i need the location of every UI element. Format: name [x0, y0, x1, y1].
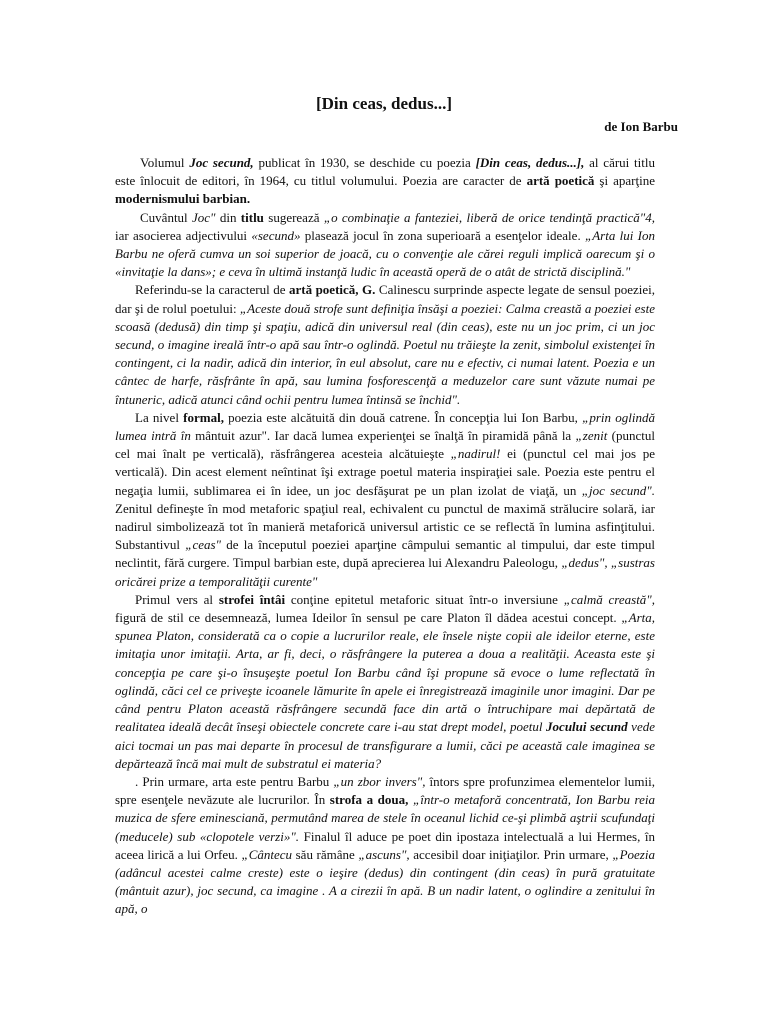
- text-run: Finalul îl aduce pe poet din ipostaza intelectuală a lui Hermes, în aceea lirică a lui Orfeu.: [115, 828, 656, 862]
- text-run: mântuit azur". Iar dacă lumea experienţei se înalţă în piramidă până la: [190, 428, 576, 444]
- text-run: Volumul: [140, 155, 190, 170]
- text-run: de la începutul poeziei aparţine câmpului semantic al timpului, dar este timpul neclintit, fără curgere. Timpul barbian este, după aprecierea lui Alexandru Paleologu,: [115, 537, 655, 571]
- text-run: figură de stil ce desemnează, lumea Ideilor în sensul pe care Platon îl dădea acestui concept.: [115, 610, 622, 626]
- bold-italic-text: Joc secund,: [189, 155, 254, 170]
- italic-quote: „prin oglindă lumea intră în: [115, 409, 655, 444]
- text-run: publicat în 1930, se deschide cu poezia: [253, 155, 476, 170]
- text-run: Cuvântul: [140, 209, 192, 225]
- text-run: întors spre profunzimea elementelor lumii, spre esenţele nevăzute ale lucrurilor. În: [115, 773, 656, 808]
- italic-quote: „joc secund".: [581, 482, 655, 498]
- bold-text: G.: [362, 282, 376, 298]
- text-run: Referindu-se la caracterul de: [135, 282, 289, 298]
- text-run: iar asocierea adjectivului: [115, 227, 252, 243]
- paragraph: [115, 209, 655, 282]
- text-run: şi aparţine: [594, 173, 655, 189]
- italic-quote: „o combinaţie a fanteziei, liberă de orice tendinţă practică"4,: [323, 209, 655, 225]
- italic-quote: „Arta, spunea Platon, considerată ca o copie a lucrurilor reale, ele însele nişte copii ale ideilor eterne, este imitaţia unor imitaţii. Arta, ar fi, deci, o răsfrângere la puterea a doua a realităţii. Aceasta este şi concepţia pe care şi-o însuşeşte poetul Ion Barbu când îşi propune să evoce o lume reflectată în oglindă, căci cel ce priveşte icoanele lămurite în apele ei înregistrează imaginile unor imagini. Dar pe când pentru Platon această răsfrângere secundă face din artă o întruchipare mai depărtată de realitatea ideală decât înseşi obiectele concrete care i-au stat drept model, poetul: [115, 610, 655, 735]
- document-body: [115, 154, 655, 919]
- text-run: ei (punctul cel mai jos pe verticală). Din acest element neîntinat îşi extrage poetul materia inspiraţiei sale. Poezia este pentru el negaţia lumii, sublimarea ei în idee, un joc desfăşurat pe un plan izolat de viaţă, un: [115, 446, 655, 498]
- italic-quote: „zenit: [575, 428, 608, 444]
- italic-quote: „nadirul!: [450, 446, 501, 462]
- text-run: său rămâne: [292, 846, 359, 862]
- italic-quote: „dedus", „sustras oricărei prize a temporalităţii curente": [115, 555, 655, 589]
- italic-quote: „un zbor invers",: [333, 773, 426, 789]
- paragraph: [115, 281, 655, 408]
- bold-text: strofei întâi: [218, 591, 286, 607]
- text-run: din: [215, 209, 241, 225]
- text-run: sugerează: [263, 209, 324, 225]
- italic-quote: „ascuns",: [358, 846, 410, 862]
- text-run: Calinescu surprinde aspecte legate de sensul poeziei, dar şi de rolul poetului:: [115, 282, 656, 316]
- text-run: Zenitul defineşte în mod metaforic spaţiul real, echivalent cu punctul de maximă strălucire solară, iar nadirul simbolizează tot în manieră metaforică universul artistic ce se reflectă în lumina asfinţitului. Substantivul: [115, 500, 655, 553]
- text-run: La nivel: [135, 409, 184, 425]
- text-run: al cărui titlu este înlocuit de editori, în 1964, cu titlul volumului. Poezia are caracter de: [115, 155, 655, 189]
- italic-quote: vede aici tocmai un pas mai departe în procesul de transfigurare a lumii, căci pe această cale imaginea se depărtează încă mai mult de substratul ei materia?: [115, 719, 655, 771]
- bold-text: titlu: [240, 209, 264, 225]
- bold-text: strofa a doua,: [329, 792, 409, 808]
- text-run: (punctul cel mai înalt pe verticală), răsfrângerea acesteia alcătuieşte: [115, 428, 655, 462]
- paragraph: [115, 154, 655, 209]
- italic-quote: „într-o metaforă concentrată, Ion Barbu reia muzica de sfere eminesciană, permutând marea de stele în oceanul lichid ce-şi plimbă aştrii scufundaţi (meducele) sub «clopotele verzi»".: [115, 792, 656, 844]
- bold-italic-text: [Din ceas, dedus...],: [475, 155, 585, 170]
- paragraph: [115, 773, 655, 919]
- paragraph: [115, 591, 655, 773]
- text-run: Primul vers al: [135, 591, 219, 607]
- bold-text: modernismului barbian.: [115, 191, 251, 207]
- document-author: de Ion Barbu: [604, 119, 678, 134]
- italic-quote: „Cântecu: [241, 846, 293, 862]
- italic-quote: „Aceste două strofe sunt definiţia însăşi a poeziei: Calma creastă a poeziei este scoasă (dedusă) din timp şi spaţiu, adică din universul real (din ceas), este nu un joc prim, ci un joc secund, o imagine ireală într-o apă sau într-o oglindă. Poetul nu trăieşte la zenit, simbolul existenţei în contingent, ci la nadir, adică din interior, în eul absolut, care nu e efectiv, ci numai latent. Poezia e un cântec de harfe, răsfrânte în apă, sau lumina fosforescenţă a meduzelor care sunt văzute numai pe întuneric, adică atunci când ochii pentru lumea întinsă se închid".: [115, 300, 655, 407]
- italic-quote: „calmă creastă",: [563, 591, 656, 607]
- text-run: . Prin urmare, arta este pentru Barbu: [135, 773, 334, 789]
- bold-text: formal,: [183, 409, 224, 425]
- bold-text: artă poetică,: [288, 282, 359, 298]
- italic-quote: «secund»: [251, 227, 301, 243]
- paragraph: [115, 409, 655, 591]
- text-run: plasează jocul în zona superioară a esenţelor ideale.: [300, 227, 585, 243]
- bold-italic-text: Jocului secund: [546, 719, 628, 735]
- text-run: accesibil doar iniţiaţilor. Prin urmare,: [409, 846, 613, 862]
- italic-quote: Joc": [192, 209, 216, 225]
- bold-text: artă poetică: [526, 173, 595, 189]
- italic-quote: „ceas": [185, 537, 222, 553]
- italic-quote: „Arta lui Ion Barbu ne oferă cumva un soi superior de joacă, cu o convenţie ale cărei reguli implică oarecum şi o «invitaţie la dans»; e ceva în ultimă instanţă ludic în această operă de o atât de strictă disciplină.": [115, 227, 656, 280]
- text-run: conţine epitetul metaforic situat într-o inversiune: [285, 591, 564, 607]
- document-title: [Din ceas, dedus...]: [315, 94, 452, 113]
- text-run: poezia este alcătuită din două catrene. În concepţia lui Ion Barbu,: [223, 409, 583, 425]
- italic-quote: „Poezia (adâncul acestei calme creste) este o ieşire (dedus) din contingent (din ceas) în pură gratuitate (mântuit azur), joc secund, ca imagine . A a cirezii în apă. B un nadir latent, o oglindire a zenitului în apă, o: [115, 846, 655, 917]
